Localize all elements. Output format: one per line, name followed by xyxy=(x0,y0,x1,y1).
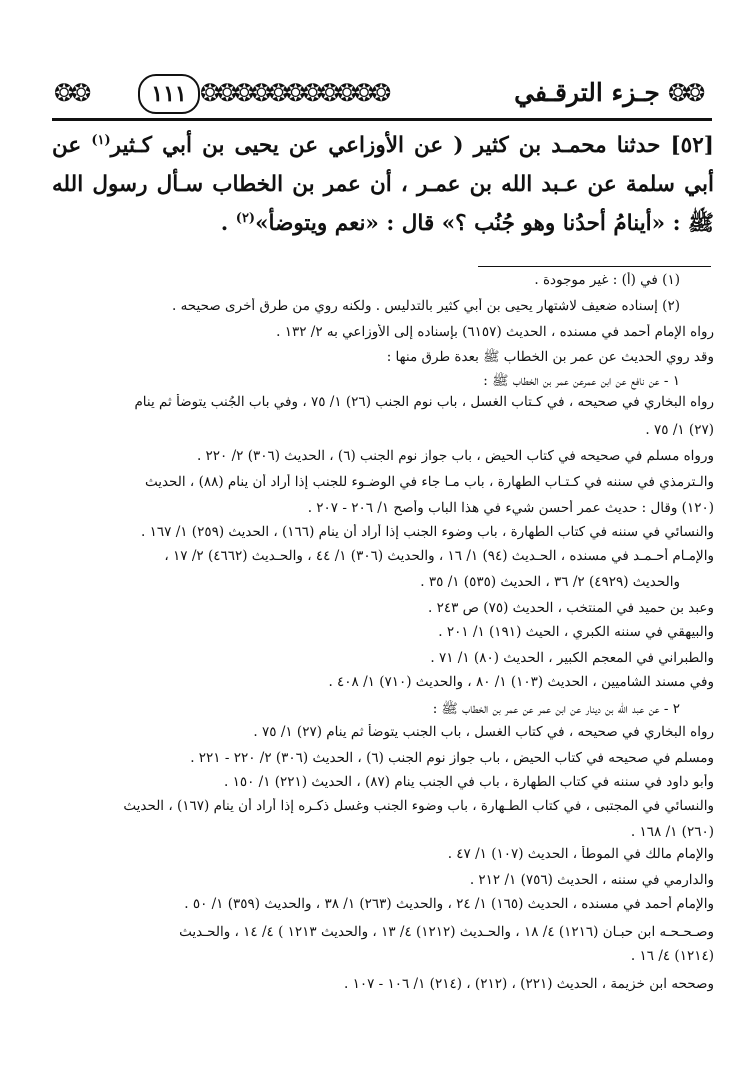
footnote-divider xyxy=(478,266,711,267)
footnote-line: والإمام أحمد في مسنده ، الحديث (١٦٥) ١/ ٢٤ ، والحديث (٢٦٣) ١/ ٣٨ ، والحديث (٣٥٩) ١/ ٥٠ . xyxy=(184,896,714,912)
footnote-line: ١ - عن نافع عن ابن عمرعن عمر بن الخطاب ﷺ : xyxy=(483,373,680,389)
footnote-line: والدارمي في سننه ، الحديث (٧٥٦) ١/ ٢١٢ . xyxy=(469,872,714,888)
footnote-line: وعبد بن حميد في المنتخب ، الحديث (٧٥) ص ٢٤٣ . xyxy=(428,600,714,616)
footnote-line: وقد روي الحديث عن عمر بن الخطاب ﷺ بعدة طرق منها : xyxy=(386,349,714,365)
page-header xyxy=(52,72,712,121)
footnote-line: والحديث (٤٩٢٩) ٢/ ٣٦ ، الحديث (٥٣٥) ١/ ٣٥ . xyxy=(420,574,680,590)
footnote-line: والبيهقي في سننه الكبري ، الحيث (١٩١) ١/ ٢٠١ . xyxy=(438,624,714,640)
footnote-line: (٢) إسناده ضعيف لاشتهار يحيى بن أبي كثير بالتدليس . ولكنه روي من طرق أخرى صحيحه . xyxy=(171,298,680,314)
footnote-line: والنسائي في المجتبى ، في كتاب الطـهارة ، باب وضوء الجنب وغسل ذكـره إذا أراد أن ينام (١٦٧) ، الحديث xyxy=(123,798,714,814)
hadith-paragraph xyxy=(52,126,714,243)
footnote-line: وصـحـحـه ابن حبـان (١٢١٦) ٤/ ١٨ ، والحـديث (١٢١٢) ٤/ ١٣ ، والحديث ١٢١٣ ) ٤/ ١٤ ، والحـديث xyxy=(179,924,714,940)
footnote-line: (٢٧) ١/ ٧٥ . xyxy=(645,422,714,438)
ornament-middle: ❂❂❂❂❂❂❂❂❂❂❂ xyxy=(200,79,389,107)
hadith-line-1-end: عن أبي xyxy=(52,133,714,197)
footnote-line: وصححه ابن خزيمة ، الحديث (٢٢١) ، (٢١٢) ، (٢١٤) ١/ ١٠٦ - ١٠٧ . xyxy=(343,976,714,992)
footnote-line: رواه البخاري في صحيحه ، في كتاب الغسل ، باب الجنب يتوضأ ثم ينام (٢٧) ١/ ٧٥ . xyxy=(253,724,714,740)
footnote-line: رواه الإمام أحمد في مسنده ، الحديث (٦١٥٧) بإسناده إلى الأوزاعي به ٢/ ١٣٢ . xyxy=(276,324,714,340)
footnote-line: وفي مسند الشاميين ، الحديث (١٠٣) ١/ ٨٠ ، والحديث (٧١٠) ١/ ٤٠٨ . xyxy=(328,674,714,690)
hadith-line-2: سلمة عن عـبد الله بن عمـر ، أن عمر بن الخطاب سـأل رسول الله ﷺ : xyxy=(52,172,714,236)
running-title: جـزء الترقـفي xyxy=(514,78,660,107)
hadith-text xyxy=(52,126,714,243)
hadith-line-3: أحدُنا وهو جُنُب ؟» قال : xyxy=(386,211,606,236)
footnote-line: والـترمذي في سننه في كـتـاب الطهارة ، باب مـا جاء في الوضـوء للجنب إذا أراد أن ينام (٨٨) ، الحديث xyxy=(144,474,714,490)
footnote-line: ٢ - عن عبد الله بن دينار عن ابن عمر عن عمر بن الخطاب ﷺ : xyxy=(432,701,680,717)
hadith-number: [٥٢] xyxy=(670,133,714,158)
footnote-line: والنسائي في سننه في كتاب الطهارة ، باب وضوء الجنب إذا أراد أن ينام (١٦٦) ، الحديث (٢٥٩) ١/ ١٦٧ . xyxy=(141,524,714,540)
page-number: ١١١ xyxy=(138,74,200,114)
footnote-line: رواه البخاري في صحيحه ، في كـتاب الغسل ، باب نوم الجنب (٢٦) ١/ ٧٥ ، وفي باب الجُنب يتوضأ ثم ينام xyxy=(134,394,714,410)
ornament-right: ❂❂ xyxy=(668,79,703,107)
footnote-line: والإمام مالك في الموطأ ، الحديث (١٠٧) ١/ ٤٧ . xyxy=(447,846,714,862)
hadith-line-1: حدثنا محمـد بن كثير ( عن الأوزاعي عن يحيى بن أبي كـثير xyxy=(110,133,661,158)
ornament-left: ❂❂ xyxy=(54,79,89,107)
footnote-line: ورواه مسلم في صحيحه في كتاب الحيض ، باب جواز نوم الجنب (٦) ، الحديث (٣٠٦) ٢/ ٢٢٠ . xyxy=(196,448,714,464)
footnote-line: والإمـام أحـمـد في مسنده ، الحـديث (٩٤) ١/ ١٦ ، والحديث (٣٠٦) ١/ ٤٤ ، والحـديث (٤٦٦٢) ٢/ ١٧ ، xyxy=(164,548,714,564)
footnote-line: (١٢١٤) ٤/ ١٦ . xyxy=(630,948,714,964)
hadith-end: . xyxy=(220,211,229,236)
footnote-line: (١٢٠) وقال : حديث عمر أحسن شيء في هذا الباب وأصح ١/ ٢٠٦ - ٢٠٧ . xyxy=(307,500,714,516)
footnote-ref-1: (١) xyxy=(91,132,111,148)
footnote-line: ومسلم في صحيحه في كتاب الحيض ، باب جواز نوم الجنب (٦) ، الحديث (٣٠٦) ٢/ ٢٢٠ - ٢٢١ . xyxy=(190,750,714,766)
footnote-ref-2: (٢) xyxy=(235,210,256,226)
hadith-question-start: «أينامُ xyxy=(613,211,666,236)
footnote-line: والطبراني في المعجم الكبير ، الحديث (٨٠) ١/ ٧١ . xyxy=(430,650,714,666)
hadith-answer: «نعم ويتوضأ» xyxy=(255,211,379,236)
footnote-line: (١) في (أ) : غير موجودة . xyxy=(534,272,680,288)
footnote-line: وأبو داود في سننه في كتاب الطهارة ، باب في الجنب ينام (٨٧) ، الحديث (٢٢١) ١/ ١٥٠ . xyxy=(224,774,714,790)
footnote-line: (٢٦٠) ١/ ١٦٨ . xyxy=(630,824,714,840)
